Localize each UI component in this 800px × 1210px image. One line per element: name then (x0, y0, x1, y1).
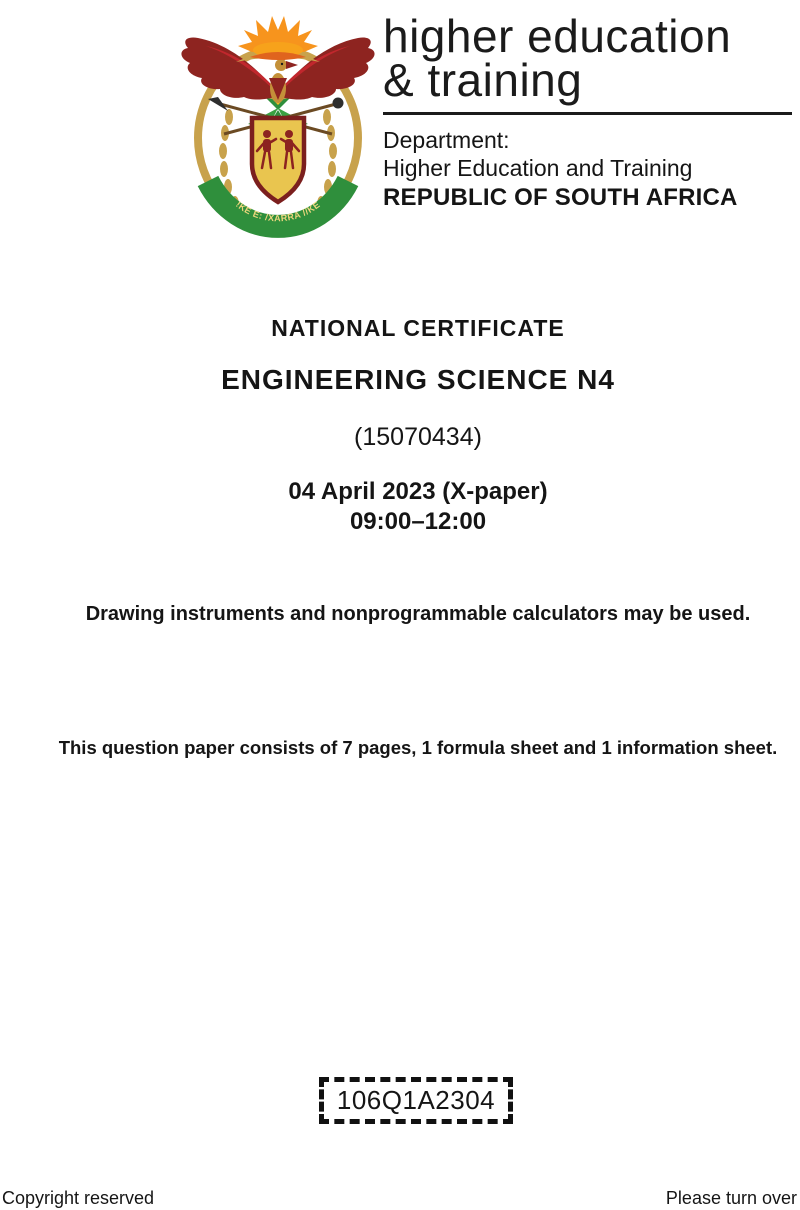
certificate-title: NATIONAL CERTIFICATE (271, 315, 565, 341)
logo-text-block (383, 10, 795, 213)
instruction-page-count: This question paper consists of 7 pages, 1 formula sheet and 1 information sheet. (58, 737, 778, 758)
country-name: REPUBLIC OF SOUTH AFRICA (383, 184, 738, 211)
copyright-note: Copyright reserved (2, 1188, 155, 1208)
department-label: Department: (383, 127, 510, 153)
wordmark-line-1: higher education (383, 10, 732, 62)
turn-over-note: Please turn over (665, 1188, 797, 1208)
paper-code-box (319, 1077, 513, 1124)
paper-code: 106Q1A2304 (336, 1085, 496, 1115)
department-name: Higher Education and Training (383, 155, 693, 181)
shield (252, 118, 304, 202)
motto-text: !KE E: /XARRA //KE (233, 199, 323, 224)
logo-divider (383, 112, 792, 115)
subject-title: ENGINEERING SCIENCE N4 (221, 364, 615, 395)
exam-date: 04 April 2023 (X-paper) (288, 478, 548, 505)
exam-time: 09:00–12:00 (349, 508, 487, 535)
coat-of-arms (172, 8, 384, 240)
exam-date-time (36, 477, 800, 537)
instruction-calculators: Drawing instruments and nonprogrammable calculators may be used. (85, 603, 751, 625)
subject-code: (15070434) (354, 423, 482, 451)
wordmark-line-2: & training (383, 54, 583, 106)
